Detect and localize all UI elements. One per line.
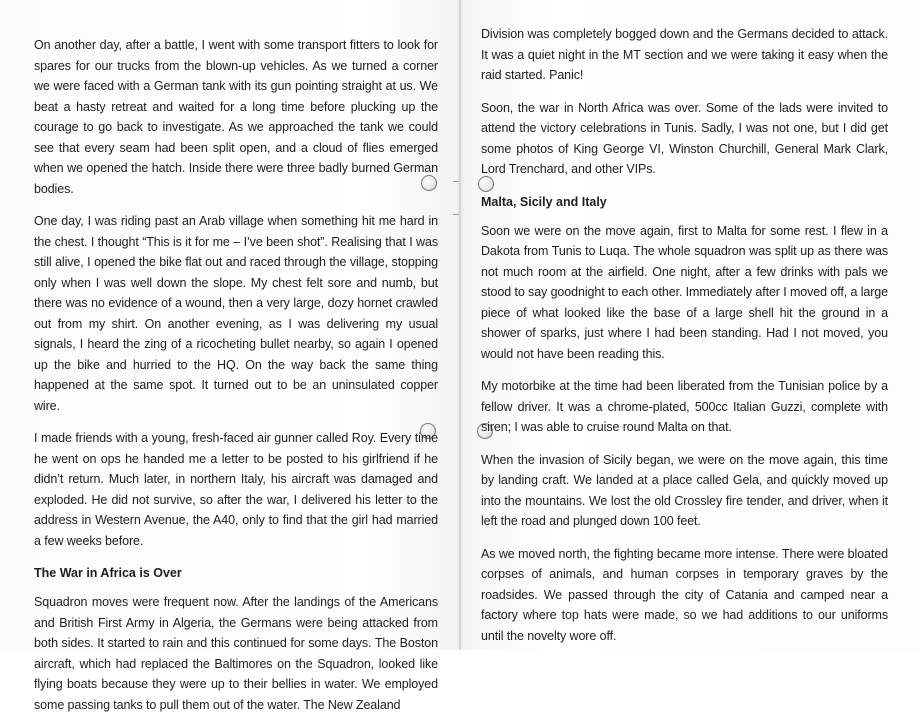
paragraph: My motorbike at the time had been liberated from the Tunisian police by a fellow driver. It was a chrome-plated, 500cc Italian Guzzi, complete with siren; I was able to cruise round Malta on that. (481, 379, 888, 434)
crop-mark (453, 181, 459, 182)
paragraph: Squadron moves were frequent now. After the landings of the Americans and British First Army in Algeria, the Germans were being attacked from both sides. It started to rain and this continued for some days. The Boston aircraft, which had replaced the Baltimores on the Squadron, looked like flying boats because they were up to their bellies in water. We employed some passing tanks to pull them out of the water. The New Zealand (34, 595, 438, 712)
paragraph: As we moved north, the fighting became more intense. There were bloated corpses of animals, and human corpses in temporary graves by the roadsides. We passed through the city of Catania and camped near a factory where top hats were made, so we had additions to our uniforms until the novelty wore off. (481, 546, 888, 643)
paragraph: On another day, after a battle, I went with some transport fitters to look for spares for our trucks from the blown-up vehicles. As we turned a corner we were faced with a German tank with its gun pointing straight at us. We beat a hasty retreat and waited for a long time before plucking up the courage to go back to investigate. As we approached the tank we could see that every seam had been split open, and a cloud of flies emerged when we opened the hatch. Inside there were three badly burned German bodies. (34, 38, 438, 196)
left-page (34, 0, 438, 727)
paragraph: I made friends with a young, fresh-faced air gunner called Roy. Every time he went on ops he handed me a letter to be posted to his girlfriend if he didn’t return. Much later, in northern Italy, his aircraft was damaged and exploded. He did not survive, so after the war, I delivered his letter to the address in Western Avenue, the A40, only to find that the girl had married a few weeks before. (34, 431, 438, 548)
paragraph: Soon we were on the move again, first to Malta for some rest. I flew in a Dakota from Tunis to Luqa. The whole squadron was split up as there was not much room at the airfield. One night, after a few drinks with pals we stood to say goodnight to each other. Immediately after I moved off, a large piece of what looked like the base of a large shell hit the ground in a shower of sparks, just where I had been standing. Had I not moved, you would not have been reading this. (481, 223, 889, 361)
crop-mark (453, 214, 459, 215)
paragraph: When the invasion of Sicily began, we were on the move again, this time by landing craft. We landed at a place called Gela, and quickly moved up into the mountains. We lost the old Crossley fire tender, and driver, when it left the road and plunged down 100 feet. (481, 452, 888, 528)
page-fold (459, 0, 461, 650)
paragraph: One day, I was riding past an Arab village when something hit me hard in the chest. I thought “This is it for me – I’ve been shot”. Realising that I was still alive, I opened the bike flat out and raced through the village, stopping only when I was well down the slope. My chest felt sore and numb, but there was no evidence of a wound, then a very large, dozy hornet crawled out from my shirt. On another evening, as I was delivering my usual signals, I heard the zing of a ricocheting bullet nearby, so again I opened up the bike and hurried to the HQ. On the way back the same thing happened at the same spot. It turned out to be an uninsulated copper wire. (34, 214, 438, 413)
section-heading: Malta, Sicily and Italy (481, 194, 607, 209)
paragraph: Soon, the war in North Africa was over. Some of the lads were invited to attend the victory celebrations in Tunis. Sadly, I was not one, but I did get some photos of King George VI, Winston Churchill, General Mark Clark, Lord Trenchard, and other VIPs. (481, 100, 888, 176)
paragraph: Division was completely bogged down and the Germans decided to attack. It was a quiet night in the MT section and we were taking it easy when the raid started. Panic! (481, 27, 888, 82)
right-page (481, 0, 888, 658)
section-heading: The War in Africa is Over (34, 566, 182, 580)
